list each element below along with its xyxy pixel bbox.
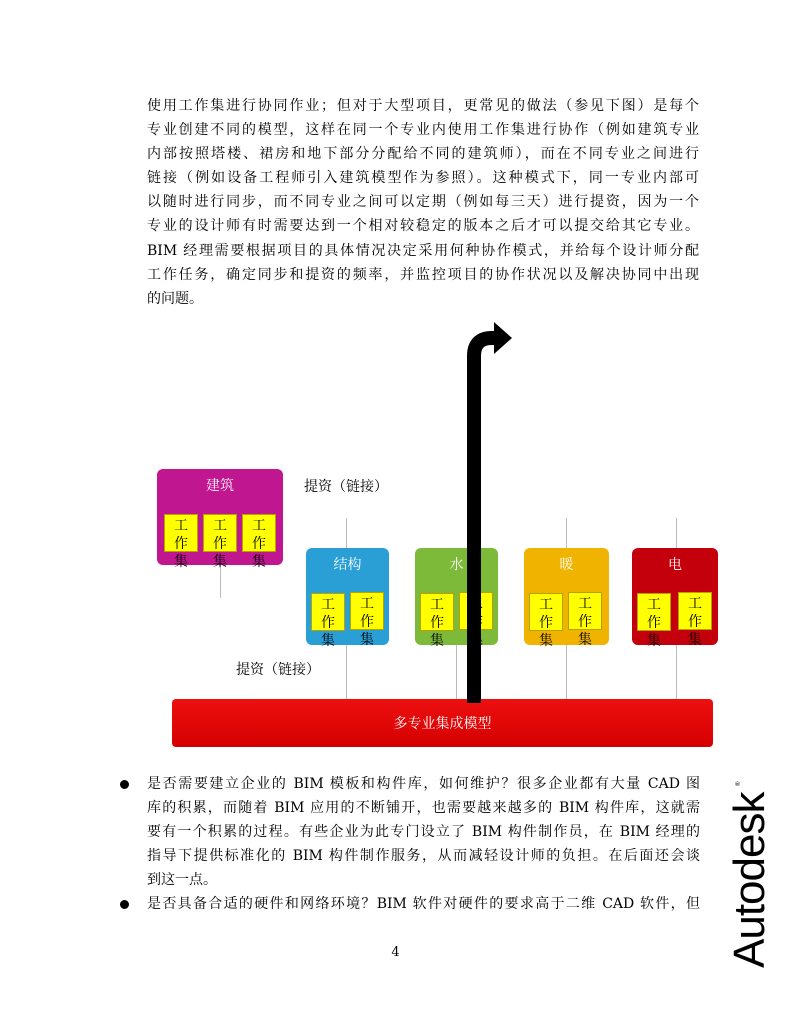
discipline-architecture [157, 469, 283, 569]
intro-line: 链接（例如设备工程师引入建筑模型作为参照）。这种模式下，同一专业内部可 [147, 170, 699, 187]
connector-line [676, 645, 677, 700]
link-label: 提资（链接） [236, 661, 320, 677]
bullet-dot-icon [120, 900, 129, 909]
connector-line [346, 645, 347, 700]
bullet-line: 库的积累，而随着 BIM 应用的不断铺开，也需要越来越多的 BIM 构件库，这就需 [147, 800, 700, 817]
discipline-title: 结构 [333, 556, 362, 572]
bullet-line: 指导下提供标准化的 BIM 构件制作服务，从而减轻设计师的负担。在后面还会谈 [147, 848, 700, 865]
workset-block: 工 作 集 [164, 514, 198, 552]
bullet-line: 是否需要建立企业的 BIM 模板和构件库，如何维护？很多企业都有大量 CAD 图 [147, 776, 700, 792]
bullet-list [120, 772, 700, 917]
integrated-model-bar: 多专业集成模型 [172, 699, 713, 747]
discipline-title: 电 [668, 556, 682, 572]
discipline-hvac [524, 548, 609, 648]
intro-line: 使用工作集进行协同作业；但对于大型项目，更常见的做法（参见下图）是每个 [147, 98, 699, 114]
link-label: 提资（链接） [304, 478, 388, 494]
connector-line [456, 645, 457, 700]
intro-line: 专业的设计师有时需要达到一个相对较稳定的版本之后才可以提交给其它专业。 [147, 218, 699, 235]
intro-line: 专业创建不同的模型，这样在同一个专业内使用工作集进行协作（例如建筑专业 [147, 122, 699, 139]
workset-block: 工 作 集 [529, 593, 563, 631]
bullet-line: 到这一点。 [147, 872, 217, 889]
bullet-line: 是否具备合适的硬件和网络环境？BIM 软件对硬件的要求高于二维 CAD 软件，但 [147, 896, 700, 913]
logo-text: Autodesk [725, 792, 774, 968]
autodesk-logo [718, 780, 776, 970]
workset-block: 工 作 集 [678, 592, 712, 630]
bullet-dot-icon [120, 780, 129, 789]
workset-block: 工 作 集 [203, 514, 237, 552]
discipline-electrical [632, 548, 718, 648]
intro-line: BIM 经理需要根据项目的具体情况决定采用何种协作模式，并给每个设计师分配 [147, 242, 699, 259]
list-item [120, 772, 700, 892]
workset-block: 工 作 集 [350, 592, 384, 630]
connector-line [566, 518, 567, 548]
workset-block: 工 作 集 [568, 592, 602, 630]
intro-line: 的问题。 [147, 290, 203, 307]
page-number: 4 [391, 945, 400, 960]
connector-line [566, 645, 567, 700]
discipline-title: 建筑 [206, 477, 234, 493]
sync-arrow [460, 318, 520, 708]
discipline-structure [306, 548, 389, 648]
svg-text:®: ® [736, 781, 742, 786]
intro-line: 以随时进行同步，而不同专业之间可以定期（例如每三天）进行提资，因为一个 [147, 194, 699, 211]
workset-block: 工 作 集 [242, 514, 276, 552]
bullet-line: 要有一个积累的过程。有些企业为此专门设立了 BIM 构件制作员，在 BIM 经理的 [147, 824, 700, 841]
connector-line [346, 518, 347, 548]
discipline-title: 暖 [559, 556, 574, 572]
intro-line: 工作任务，确定同步和提资的频率，并监控项目的协作状况以及解决协同中出现 [147, 266, 699, 283]
workset-block: 工 作 集 [637, 593, 671, 631]
workset-block: 工 作 集 [420, 593, 454, 631]
list-item [120, 892, 700, 916]
discipline-title: 水 [449, 556, 464, 572]
workset-block: 工 作 集 [311, 593, 345, 631]
intro-line: 内部按照塔楼、裙房和地下部分分配给不同的建筑师），而在不同专业之间进行 [147, 146, 699, 163]
workset-block: 工 作 集 [459, 592, 493, 630]
connector-line [676, 518, 677, 548]
